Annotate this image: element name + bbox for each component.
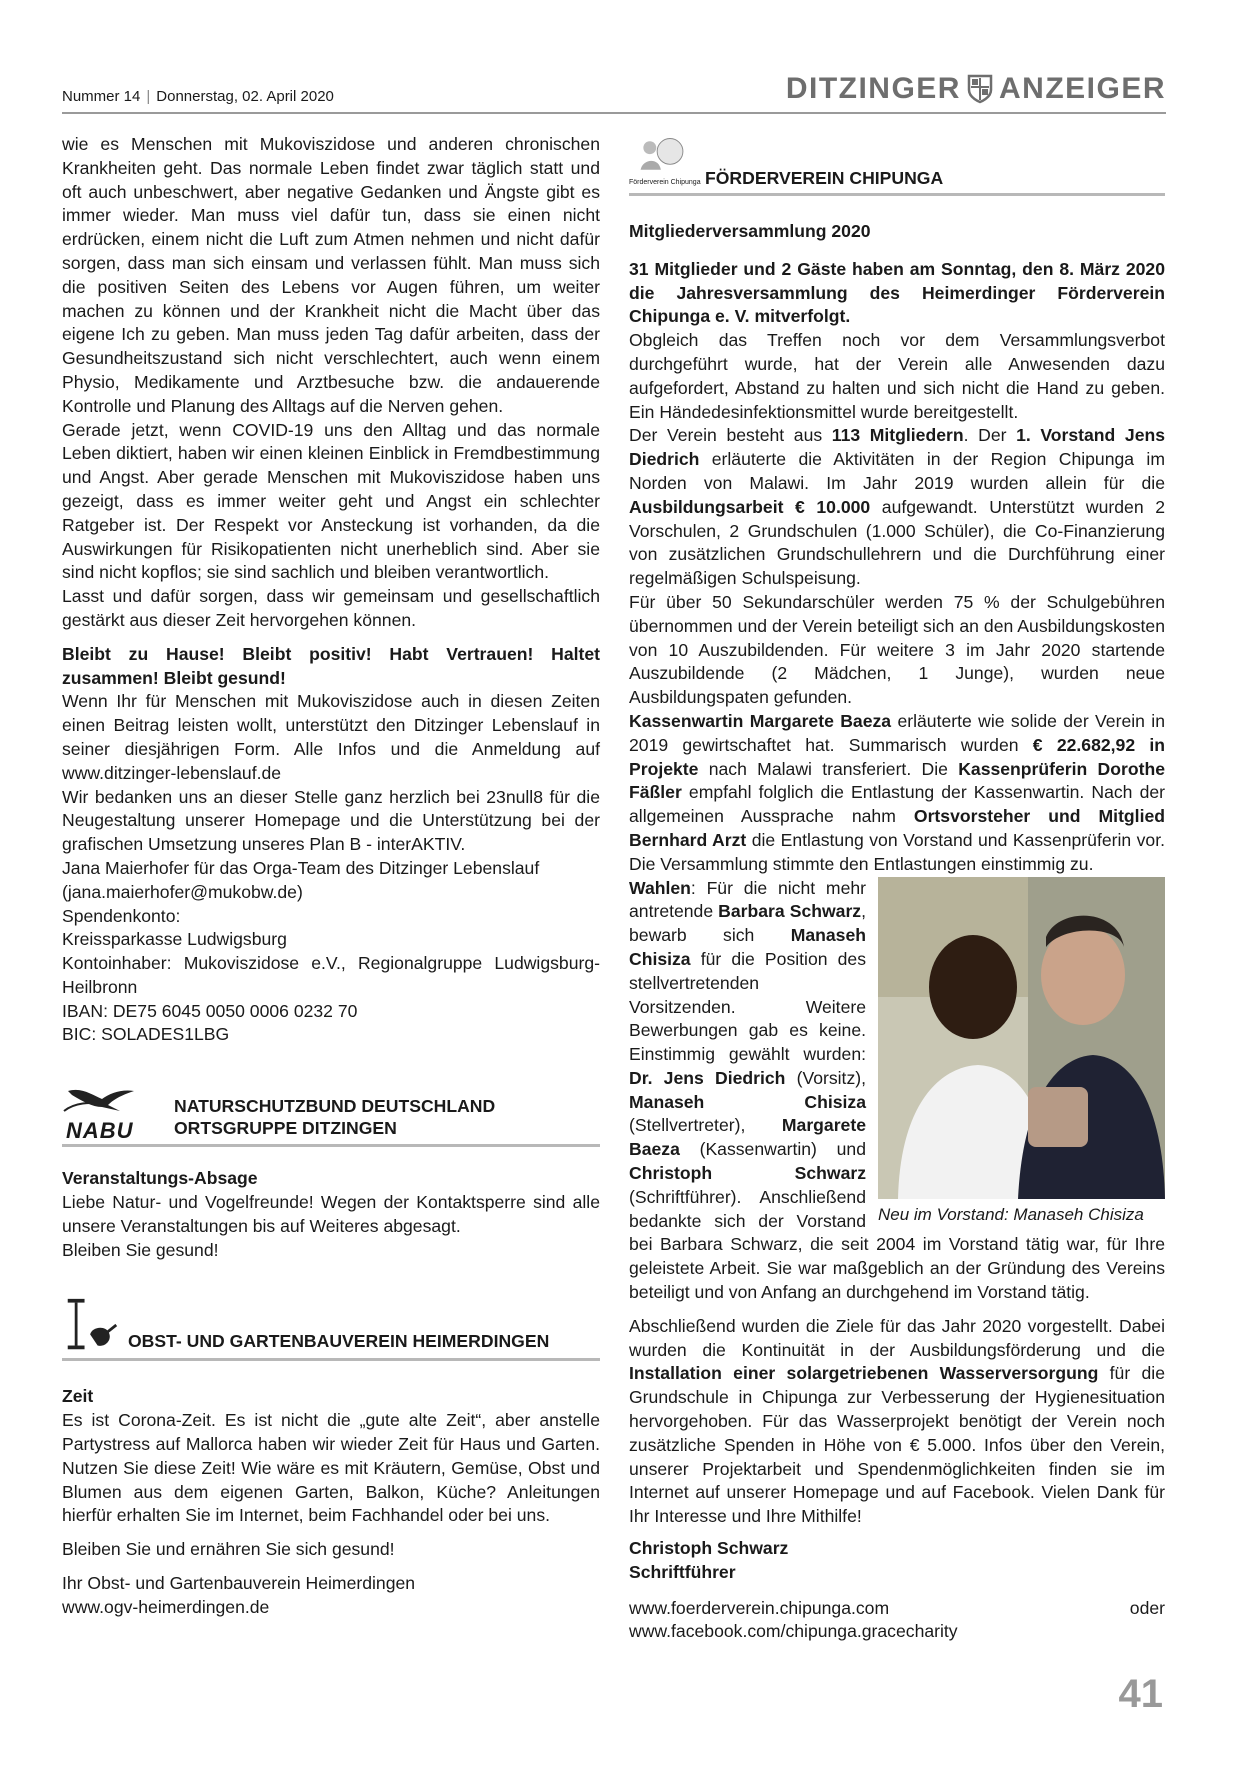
signature-role: Schriftführer [629,1561,736,1582]
photo-caption: Neu im Vorstand: Manaseh Chisiza [878,1204,1144,1224]
bank-name: Kreissparkasse Ludwigsburg [62,929,287,950]
page-number: 41 [1118,1672,1163,1716]
nabu-logo-text: NABU [66,1118,134,1144]
chipunga-p3: Für über 50 Sekundarschüler werden 75 % der Schulgebühren übernommen und der Verein beteiligt sich an den Ausbildungskosten von 10 Auszubildenden. Für weitere 3 im Jahr 2020 startende Auszubildende (2 Mädchen, 1 Junge), wurden neue Ausbildungspaten gefunden. [629,591,1165,708]
separator: | [146,88,151,105]
chipunga-lead: 31 Mitglieder und 2 Gäste haben am Sonntag, den 8. März 2020 die Jahresversammlung des Heimerdinger Förderverein Chipunga e. V. mitverfolgt. [629,258,1165,327]
chipunga-links: www.foerderverein.chipunga.com oder www.facebook.com/chipunga.gracecharity [629,1597,1165,1642]
chipunga-title: FÖRDERVEREIN CHIPUNGA [705,168,944,188]
lebenslauf-info: Wenn Ihr für Menschen mit Mukoviszidose auch in diesen Zeiten einen Beitrag leisten wollt, unterstützt den Ditzinger Lebenslauf in seiner diesjährigen Form. Alle Infos und die Anmeldung auf www.ditzinger-lebenslauf.de [62,691,600,783]
newspaper-brand [786,72,1166,106]
account-holder: Kontoinhaber: Mukoviszidose e.V., Regionalgruppe Ludwigsburg-Heilbronn [62,953,600,997]
ogv-title: OBST- UND GARTENBAUVEREIN HEIMERDINGEN [128,1331,550,1352]
crest-icon [967,74,993,104]
nabu-title-line1: NATURSCHUTZBUND DEUTSCHLAND [174,1096,496,1117]
nabu-title-line2: ORTSGRUPPE DITZINGEN [174,1118,397,1139]
nabu-heading: Veranstaltungs-Absage [62,1168,258,1189]
thanks-paragraph: Wir bedanken uns an dieser Stelle ganz herzlich bei 23null8 für die Neugestaltung unserer Homepage und die Unterstützung bei der grafischen Umsetzung unseres Plan B - interAKTIV. [62,786,600,855]
nabu-section-header [62,1081,600,1147]
ogv-website: www.ogv-heimerdingen.de [62,1596,270,1617]
garden-tools-logo [64,1296,120,1354]
ogv-section-header [62,1296,600,1361]
nabu-closing: Bleiben Sie gesund! [62,1239,219,1260]
page-header [62,70,1166,114]
chipunga-p6: Abschließend wurden die Ziele für das Jahr 2020 vorgestellt. Dabei wurden die Kontinuität in der Ausbildungsförderung und die Installation einer solargetriebenen Wasserversorgung für die Grundschule in Chipunga zur Verbesserung der Hygienesituation hervorgehoben. Für das Wasserprojekt benötigt der Verein noch zusätzliche Spenden in Höhe von € 5.000. Infos über den Verein, unserer Projektarbeit und Spendenmöglichkeiten finden sie im Internet auf unserer Homepage und auf Facebook. Vielen Dank für Ihr Interesse und Ihre Mithilfe! [629,1315,1165,1527]
iban: IBAN: DE75 6045 0050 0006 0232 70 [62,1000,358,1021]
chipunga-logo-caption: Förderverein Chipunga [629,179,701,186]
brand-right: ANZEIGER [998,72,1166,105]
chipunga-p5: Wahlen: Für die nicht mehr antretende Barbara Schwarz, bewarb sich Manaseh Chisiza für die Position des stellvertretenden Vorsitzenden. Weitere Bewerbungen gab es keine. Einstimmig gewählt wurden: Dr. Jens Diedrich (Vorsitz), Manaseh Chisiza (Stellvertreter), Margarete Baeza (Kassenwartin) und Christoph Schwarz (Schriftführer). Anschließend bedankte sich der Vorstand bei Barbara Schwarz, die seit 2004 im Vorstand tätig war, für Ihre geleistete Arbeit. Sie war maßgeblich an der Gründung des Vereins beteiligt und von Anfang an durchgehend im Vorstand tätig. [629,877,1165,1303]
photo-block [878,877,1165,1227]
issue-number: Nummer 14 [62,88,141,105]
chipunga-p4: Kassenwartin Margarete Baeza erläuterte wie solide der Verein in 2019 gewirtschaftet hat. Summarisch wurden € 22.682,92 in Projekte nach Malawi transferiert. Die Kassenprüferin Dorothe Fäßler empfahl folglich die Entlastung der Kassenwartin. Nach der allgemeinen Aussprache nahm Ortsvorsteher und Mitglied Bernhard Arzt die Entlastung von Vorstand und Kassenprüferin vor. Die Versammlung stimmte den Entlastungen einstimmig zu. [629,710,1166,874]
chipunga-p2: Der Verein besteht aus 113 Mitgliedern. Der 1. Vorstand Jens Diedrich erläuterte die Aktivitäten in der Region Chipunga im Norden von Malawi. Im Jahr 2019 wurden allein für die Ausbildungsarbeit € 10.000 aufgewandt. Unterstützt wurden 2 Vorschulen, 2 Grundschulen (1.000 Schüler), die Co-Finanzierung von zusätzlichen Grundschullehrern und die Durchführung einer regelmäßigen Schulspeisung. [629,425,1166,589]
intro-paragraph-3: Lasst und dafür sorgen, dass wir gemeinsam und gesellschaftlich gestärkt aus dieser Zeit hervorgehen können. [62,586,600,630]
issue-date: Donnerstag, 02. April 2020 [156,88,334,105]
slogan: Bleibt zu Hause! Bleibt positiv! Habt Vertrauen! Haltet zusammen! Bleibt gesund! [62,643,600,688]
donation-label: Spendenkonto: [62,905,181,926]
chipunga-logo [629,133,689,179]
intro-paragraph-2: Gerade jetzt, wenn COVID-19 uns den Alltag und das normale Leben diktiert, haben wir einen kleinen Einblick in Fremdbestimmung und Angst. Aber gerade Menschen mit Mukoviszidose haben uns gezeigt, dass es immer weiter geht und Angst ein schlechter Ratgeber ist. Der Respekt vor Ansteckung ist vorhanden, da die Auswirkungen für Risikopatienten nicht unerheblich sind. Aber sie sind nicht kopflos; sie sind sachlich und bleiben verantwortlich. [62,419,600,583]
author-email: (jana.maierhofer@mukobw.de) [62,881,303,902]
nabu-body: Liebe Natur- und Vogelfreunde! Wegen der Kontaktsperre sind alle unsere Veranstaltungen bis auf Weiteres abgesagt. [62,1192,600,1236]
intro-paragraph-1: wie es Menschen mit Mukoviszidose und anderen chronischen Krankheiten geht. Das normale Leben findet zwar täglich statt und oft auch unbeschwert, aber negative Gedanken und Ängste gibt es immer wieder. Man muss viel dafür tun, dass sie einen nicht erdrücken, einem nicht die Luft zum Atmen nehmen und nicht dafür sorgen, dass man sich einsam und verlassen fühlt. Man muss sich die positiven Seiten des Lebens vor Augen führen, um weiter machen zu können und der Krankheit nicht die Macht über das eigene Ich zu geben. Man muss jeden Tag dafür arbeiten, dass der Gesundheitszustand sich nicht verschlechtert, auch wenn einem Physio, Medikamente und Arztbesuche bzw. die andauerende Kontrolle und Planung des Alltags auf die Nerven gehen. [62,134,600,416]
right-column [629,133,1165,1644]
ogv-heading: Zeit [62,1386,94,1407]
board-member-photo [878,877,1165,1199]
chipunga-heading: Mitgliederversammlung 2020 [629,221,871,241]
left-column [62,133,600,1620]
chipunga-p1: Obgleich das Treffen noch vor dem Versammlungsverbot durchgeführt wurde, hat der Verein alle Anwesenden dazu aufgefordert, Abstand zu halten und sich nicht die Hand zu geben. Ein Händedesinfektionsmittel wurde bereitgestellt. [629,330,1165,422]
ogv-closing: Bleiben Sie und ernähren Sie sich gesund! [62,1539,395,1560]
brand-left: DITZINGER [785,72,961,105]
bic: BIC: SOLADES1LBG [62,1024,230,1045]
ogv-signature: Ihr Obst- und Gartenbauverein Heimerdingen [62,1573,416,1594]
chipunga-section-header [629,133,1165,196]
ogv-body: Es ist Corona-Zeit. Es ist nicht die „gute alte Zeit“, aber anstelle Partystress auf Mallorca haben wir wieder Zeit für Haus und Garten. Nutzen Sie diese Zeit! Wie wäre es mit Kräutern, Gemüse, Obst und Blumen aus dem eigenen Garten, Balkon, Küche? Anleitungen hierfür erhalten Sie im Internet, beim Fachhandel oder bei uns. [62,1410,600,1526]
author-line: Jana Maierhofer für das Orga-Team des Ditzinger Lebenslauf [62,857,540,878]
signature-name: Christoph Schwarz [629,1538,789,1559]
issue-line [62,88,334,105]
